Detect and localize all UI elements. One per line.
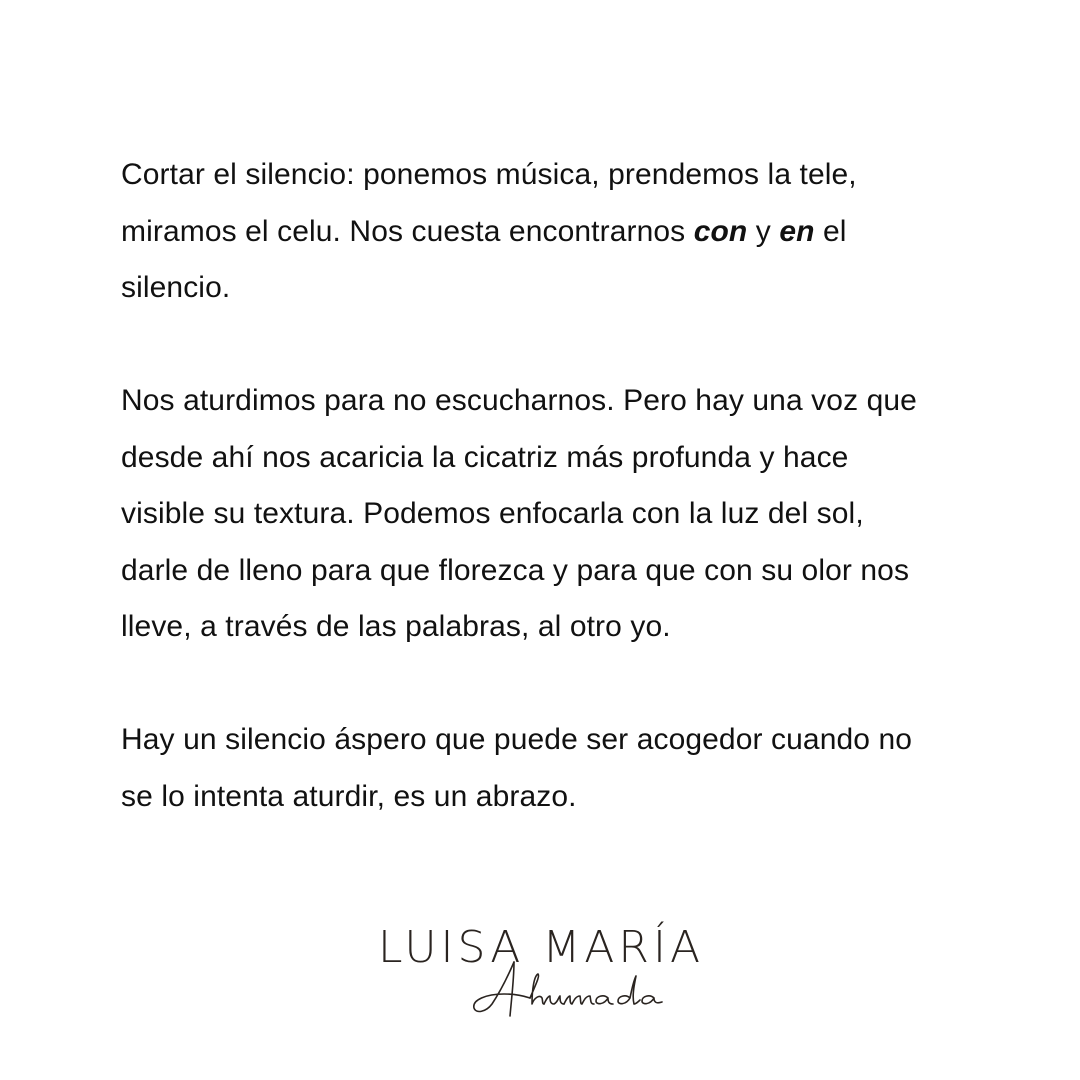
author-logo xyxy=(370,920,710,1030)
paragraph-3 xyxy=(121,712,961,825)
logo-name: LUISA MARÍA xyxy=(378,922,705,973)
emphasis-con: con xyxy=(693,214,748,248)
paragraph-1-text-c: el silencio. xyxy=(121,214,847,304)
post-body xyxy=(121,147,961,825)
paragraph-3-text: Hay un silencio áspero que puede ser acogedor cuando no se lo intenta aturdir, es un abrazo. xyxy=(121,723,913,813)
paragraph-2 xyxy=(121,373,961,656)
emphasis-en: en xyxy=(779,214,815,248)
paragraph-1-text-b: y xyxy=(747,214,780,248)
paragraph-1 xyxy=(121,147,961,317)
paragraph-1-text-a: Cortar el silencio: ponemos música, prendemos la tele, miramos el celu. Nos cuesta encontrarnos xyxy=(121,158,857,248)
logo-signature xyxy=(470,954,710,1024)
paragraph-2-text: Nos aturdimos para no escucharnos. Pero hay una voz que desde ahí nos acaricia la cicatriz más profunda y hace visible su textura. Podemos enfocarla con la luz del sol, darle de lleno para que florezca y para que con su olor nos lleve, a través de las palabras, al otro yo. xyxy=(121,384,917,643)
